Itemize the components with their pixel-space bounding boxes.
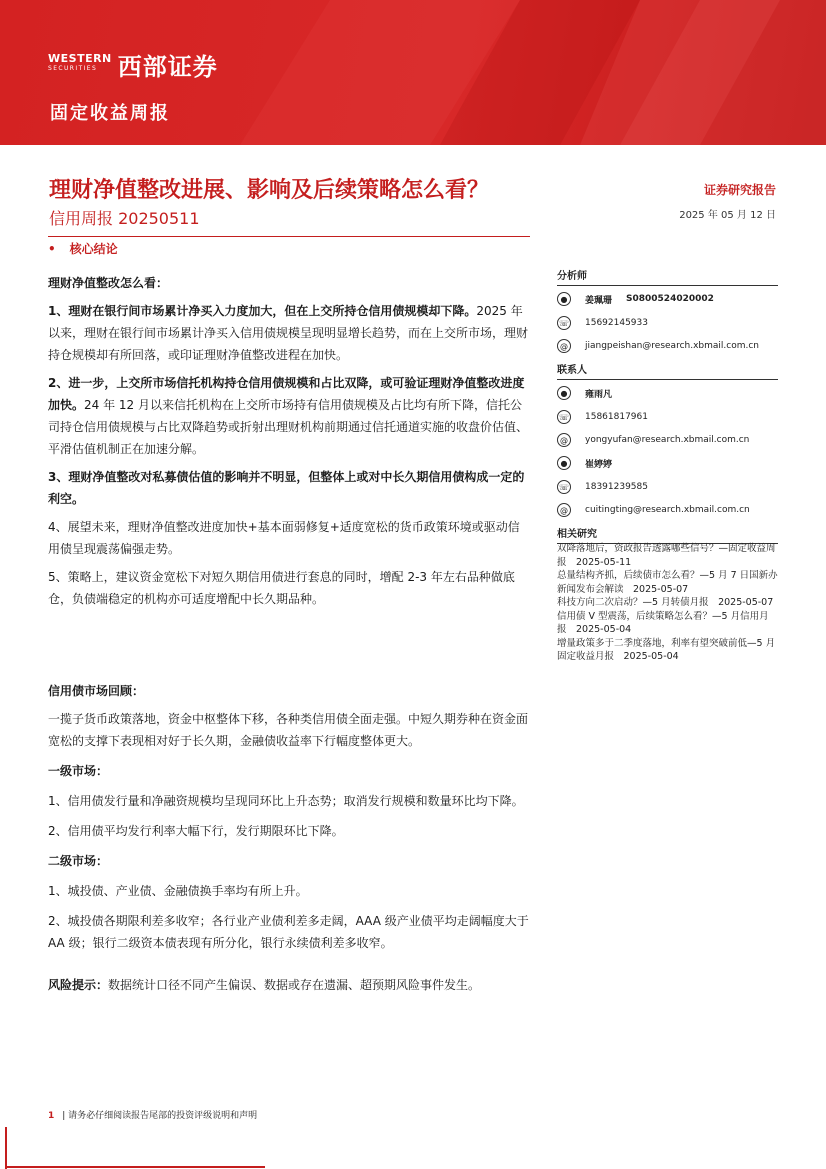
market-review (48, 680, 530, 996)
corner-mark (5, 1127, 7, 1169)
paragraph-3: 3、理财净值整改对私募债估值的影响并不明显，但整体上或对中长久期信用债构成一定的利空。 (48, 470, 525, 506)
paragraph-4: 4、展望未来，理财净值整改进度加快+基本面弱修复+适度宽松的货币政策环境或驱动信用债呈现震荡偏强走势。 (48, 520, 520, 556)
page-number: 1 (48, 1111, 55, 1121)
related-item[interactable]: 双降落地后，资政报告透露哪些信号？—固定收益周报 2025-05-11 (557, 543, 776, 568)
person-icon: ● (557, 456, 571, 470)
contact-2-email-row: @ cuitingting@research.xbmail.com.cn (557, 503, 750, 517)
person-icon: ● (557, 292, 571, 306)
contact-heading: 联系人 (557, 361, 778, 380)
logo-english: WESTERN SECURITIES (48, 52, 112, 72)
analyst-heading: 分析师 (557, 267, 778, 286)
contact-1-email-row: @ yongyufan@research.xbmail.com.cn (557, 433, 749, 447)
paragraph-5: 5、策略上，建议资金宽松下对短久期信用债进行套息的同时，增配 2-3 年左右品种做底仓，负债端稳定的机构亦可适度增配中长久期品种。 (48, 570, 515, 606)
risk-warning: 风险提示：数据统计口径不同产生偏误、数据或存在遗漏、超预期风险事件发生。 (48, 978, 481, 992)
phone-icon: ☏ (557, 316, 571, 330)
email-icon: @ (557, 433, 571, 447)
report-series: 固定收益周报 (50, 103, 170, 124)
paragraph-1: 1、理财在银行间市场累计净买入力度加大，但在上交所持仓信用债规模却下降。2025 年以来，理财在银行间市场累计净买入信用债规模呈现明显增长趋势，而在上交所市场，理财持仓规模却有所回落，或印证理财净值整改进程在加快。 (48, 304, 529, 362)
phone-icon: ☏ (557, 480, 571, 494)
related-research-list (557, 542, 778, 664)
footer-disclaimer: 1 | 请务必仔细阅读报告尾部的投资评级说明和声明 (48, 1111, 258, 1121)
report-date: 2025 年 05 月 12 日 (679, 210, 776, 221)
analyst-name-row: ● 姜珮珊 S0800524020002 (557, 292, 714, 306)
header-banner (0, 0, 826, 145)
divider (48, 236, 530, 237)
contact-1-name-row: ● 雍雨凡 (557, 386, 612, 400)
report-subtitle: 信用周报 20250511 (49, 209, 200, 228)
company-logo (48, 48, 218, 80)
analyst-phone-row: ☏ 15692145933 (558, 318, 648, 328)
phone-icon: ☏ (557, 410, 571, 424)
person-icon: ● (557, 386, 571, 400)
related-item[interactable]: 科技方向二次启动？—5 月转债月报 2025-05-07 (557, 597, 774, 608)
related-item[interactable]: 增量政策多于二季度落地，利率有望突破前低—5 月固定收益月报 2025-05-04 (557, 637, 776, 662)
logo-chinese: 西部证券 (117, 52, 218, 81)
main-content (48, 272, 530, 610)
related-item[interactable]: 信用债 V 型震荡，后续策略怎么看？—5 月信用月报 2025-05-04 (557, 610, 769, 635)
section-heading: 理财净值整改怎么看： (48, 276, 169, 290)
paragraph-2: 2、进一步，上交所市场信托机构持仓信用债规模和占比双降，或可验证理财净值整改进度加快。24 年 12 月以来信托机构在上交所市场持有信用债规模及占比均有所下降，信托公司持仓信用债规模与占比双降趋势或折射出理财机构前期通过信托通道实施的收盘价估值、平滑估值机制正在加速分解。 (48, 376, 529, 456)
contact-1-phone-row: ☏ 15861817961 (558, 412, 648, 422)
primary-item-2: 2、信用债平均发行利率大幅下行，发行期限环比下降。 (48, 824, 344, 838)
contact-2-name-row: ● 崔婷婷 (557, 456, 612, 470)
related-item[interactable]: 总量结构齐抓，后续债市怎么看？—5 月 7 日国新办新闻发布会解读 2025-05-07 (557, 570, 778, 595)
review-heading: 信用债市场回顾： (48, 684, 145, 698)
core-conclusion-heading: • 核心结论 (48, 240, 118, 257)
related-heading: 相关研究 (557, 525, 778, 544)
review-text: 一揽子货币政策落地，资金中枢整体下移，各种类信用债全面走强。中短久期券种在资金面宽松的支撑下表现相对好于长久期，金融债收益率下行幅度整体更大。 (48, 712, 529, 748)
primary-item-1: 1、信用债发行量和净融资规模均呈现同环比上升态势；取消发行规模和数量环比均下降。 (48, 794, 524, 808)
corner-mark-bottom (5, 1166, 265, 1168)
secondary-item-2: 2、城投债各期限利差多收窄；各行业产业债利差多走阔，AAA 级产业债平均走阔幅度大于 AA 级；银行二级资本债表现有所分化，银行永续债利差多收窄。 (48, 914, 529, 950)
email-icon: @ (557, 339, 571, 353)
secondary-heading: 二级市场： (48, 854, 109, 868)
secondary-item-1: 1、城投债、产业债、金融债换手率均有所上升。 (48, 884, 308, 898)
email-icon: @ (557, 503, 571, 517)
report-title: 理财净值整改进展、影响及后续策略怎么看？ (49, 177, 490, 203)
report-type: 证券研究报告 (703, 183, 776, 197)
contact-2-phone-row: ☏ 18391239585 (558, 482, 648, 492)
primary-heading: 一级市场： (48, 764, 109, 778)
analyst-email-row: @ jiangpeishan@research.xbmail.com.cn (557, 339, 759, 353)
